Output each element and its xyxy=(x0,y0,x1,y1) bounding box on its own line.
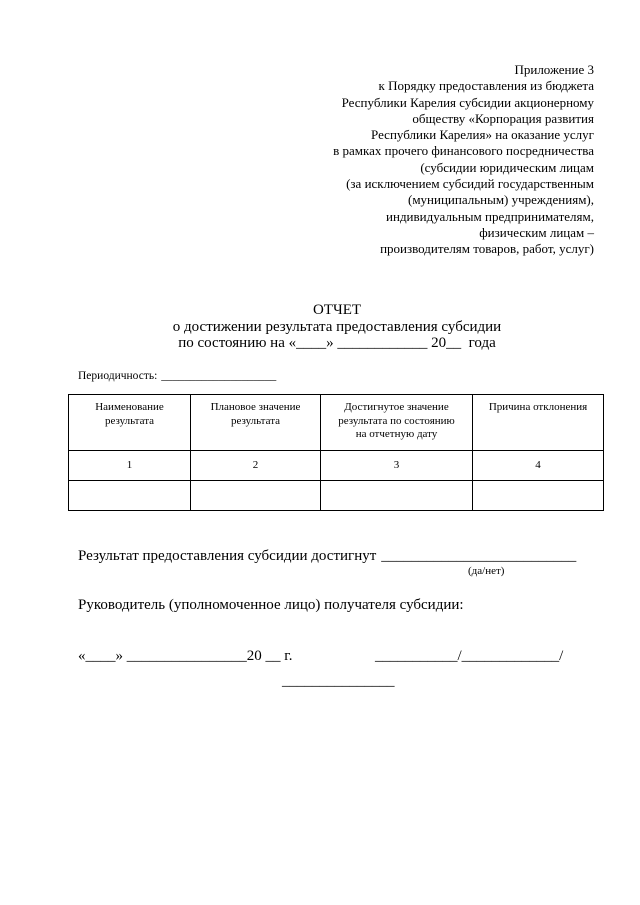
appendix-line: (субсидии юридическим лицам xyxy=(420,159,594,175)
table-header-row xyxy=(69,395,604,451)
report-subheading: о достижении результата предоставления субсидии xyxy=(172,318,502,335)
head-label: Руководитель (уполномоченное лицо) получателя субсидии: xyxy=(78,597,464,613)
header-planned-value: Плановое значение результата xyxy=(191,395,321,451)
table-row-empty xyxy=(69,481,604,511)
achievement-hint: (да/нет) xyxy=(468,565,505,577)
periodicity xyxy=(78,369,276,383)
appendix-line: индивидуальным предпринимателям, xyxy=(386,208,594,224)
appendix-line: Республики Карелия» на оказание услуг xyxy=(371,127,594,143)
achievement-blank: __________________________ xyxy=(381,548,577,564)
empty-cell xyxy=(191,481,321,511)
empty-cell xyxy=(321,481,473,511)
appendix-reference xyxy=(333,62,594,258)
header-result-name: Наименование результата xyxy=(69,395,191,451)
column-number: 1 xyxy=(69,451,191,481)
signature-name-line: ___________/_____________/ xyxy=(375,648,564,664)
column-number: 4 xyxy=(473,451,604,481)
header-deviation-reason: Причина отклонения xyxy=(473,395,604,451)
appendix-line: Республики Карелия субсидии акционерному xyxy=(341,94,594,110)
appendix-line: обществу «Корпорация развития xyxy=(412,110,594,126)
table-row-column-numbers xyxy=(69,451,604,481)
appendix-line: в рамках прочего финансового посредничества xyxy=(333,143,594,159)
empty-cell xyxy=(473,481,604,511)
periodicity-label: Периодичность: xyxy=(78,370,158,382)
achievement-label: Результат предоставления субсидии достигнут xyxy=(78,548,377,564)
report-heading: ОТЧЕТ xyxy=(312,302,362,318)
signature-extra-line: _______________ xyxy=(282,673,395,689)
appendix-line: к Порядку предоставления из бюджета xyxy=(378,78,594,94)
column-number: 3 xyxy=(321,451,473,481)
column-number: 2 xyxy=(191,451,321,481)
signature-date: «____» ________________20 __ г. xyxy=(78,648,293,664)
report-title xyxy=(87,302,587,352)
appendix-line: (за исключением субсидий государственным xyxy=(346,176,594,192)
report-as-of-date: по состоянию на «____» ____________ 20__ года xyxy=(178,335,496,352)
appendix-line: производителям товаров, работ, услуг) xyxy=(380,241,594,257)
appendix-line: физическим лицам – xyxy=(479,224,594,240)
results-table xyxy=(68,394,604,511)
header-achieved-value: Достигнутое значение результата по состоянию на отчетную дату xyxy=(321,395,473,451)
achievement-line xyxy=(78,548,576,565)
appendix-line: (муниципальным) учреждениям), xyxy=(407,192,594,208)
appendix-line: Приложение 3 xyxy=(514,62,594,77)
empty-cell xyxy=(69,481,191,511)
periodicity-blank: ____________________ xyxy=(161,370,277,382)
